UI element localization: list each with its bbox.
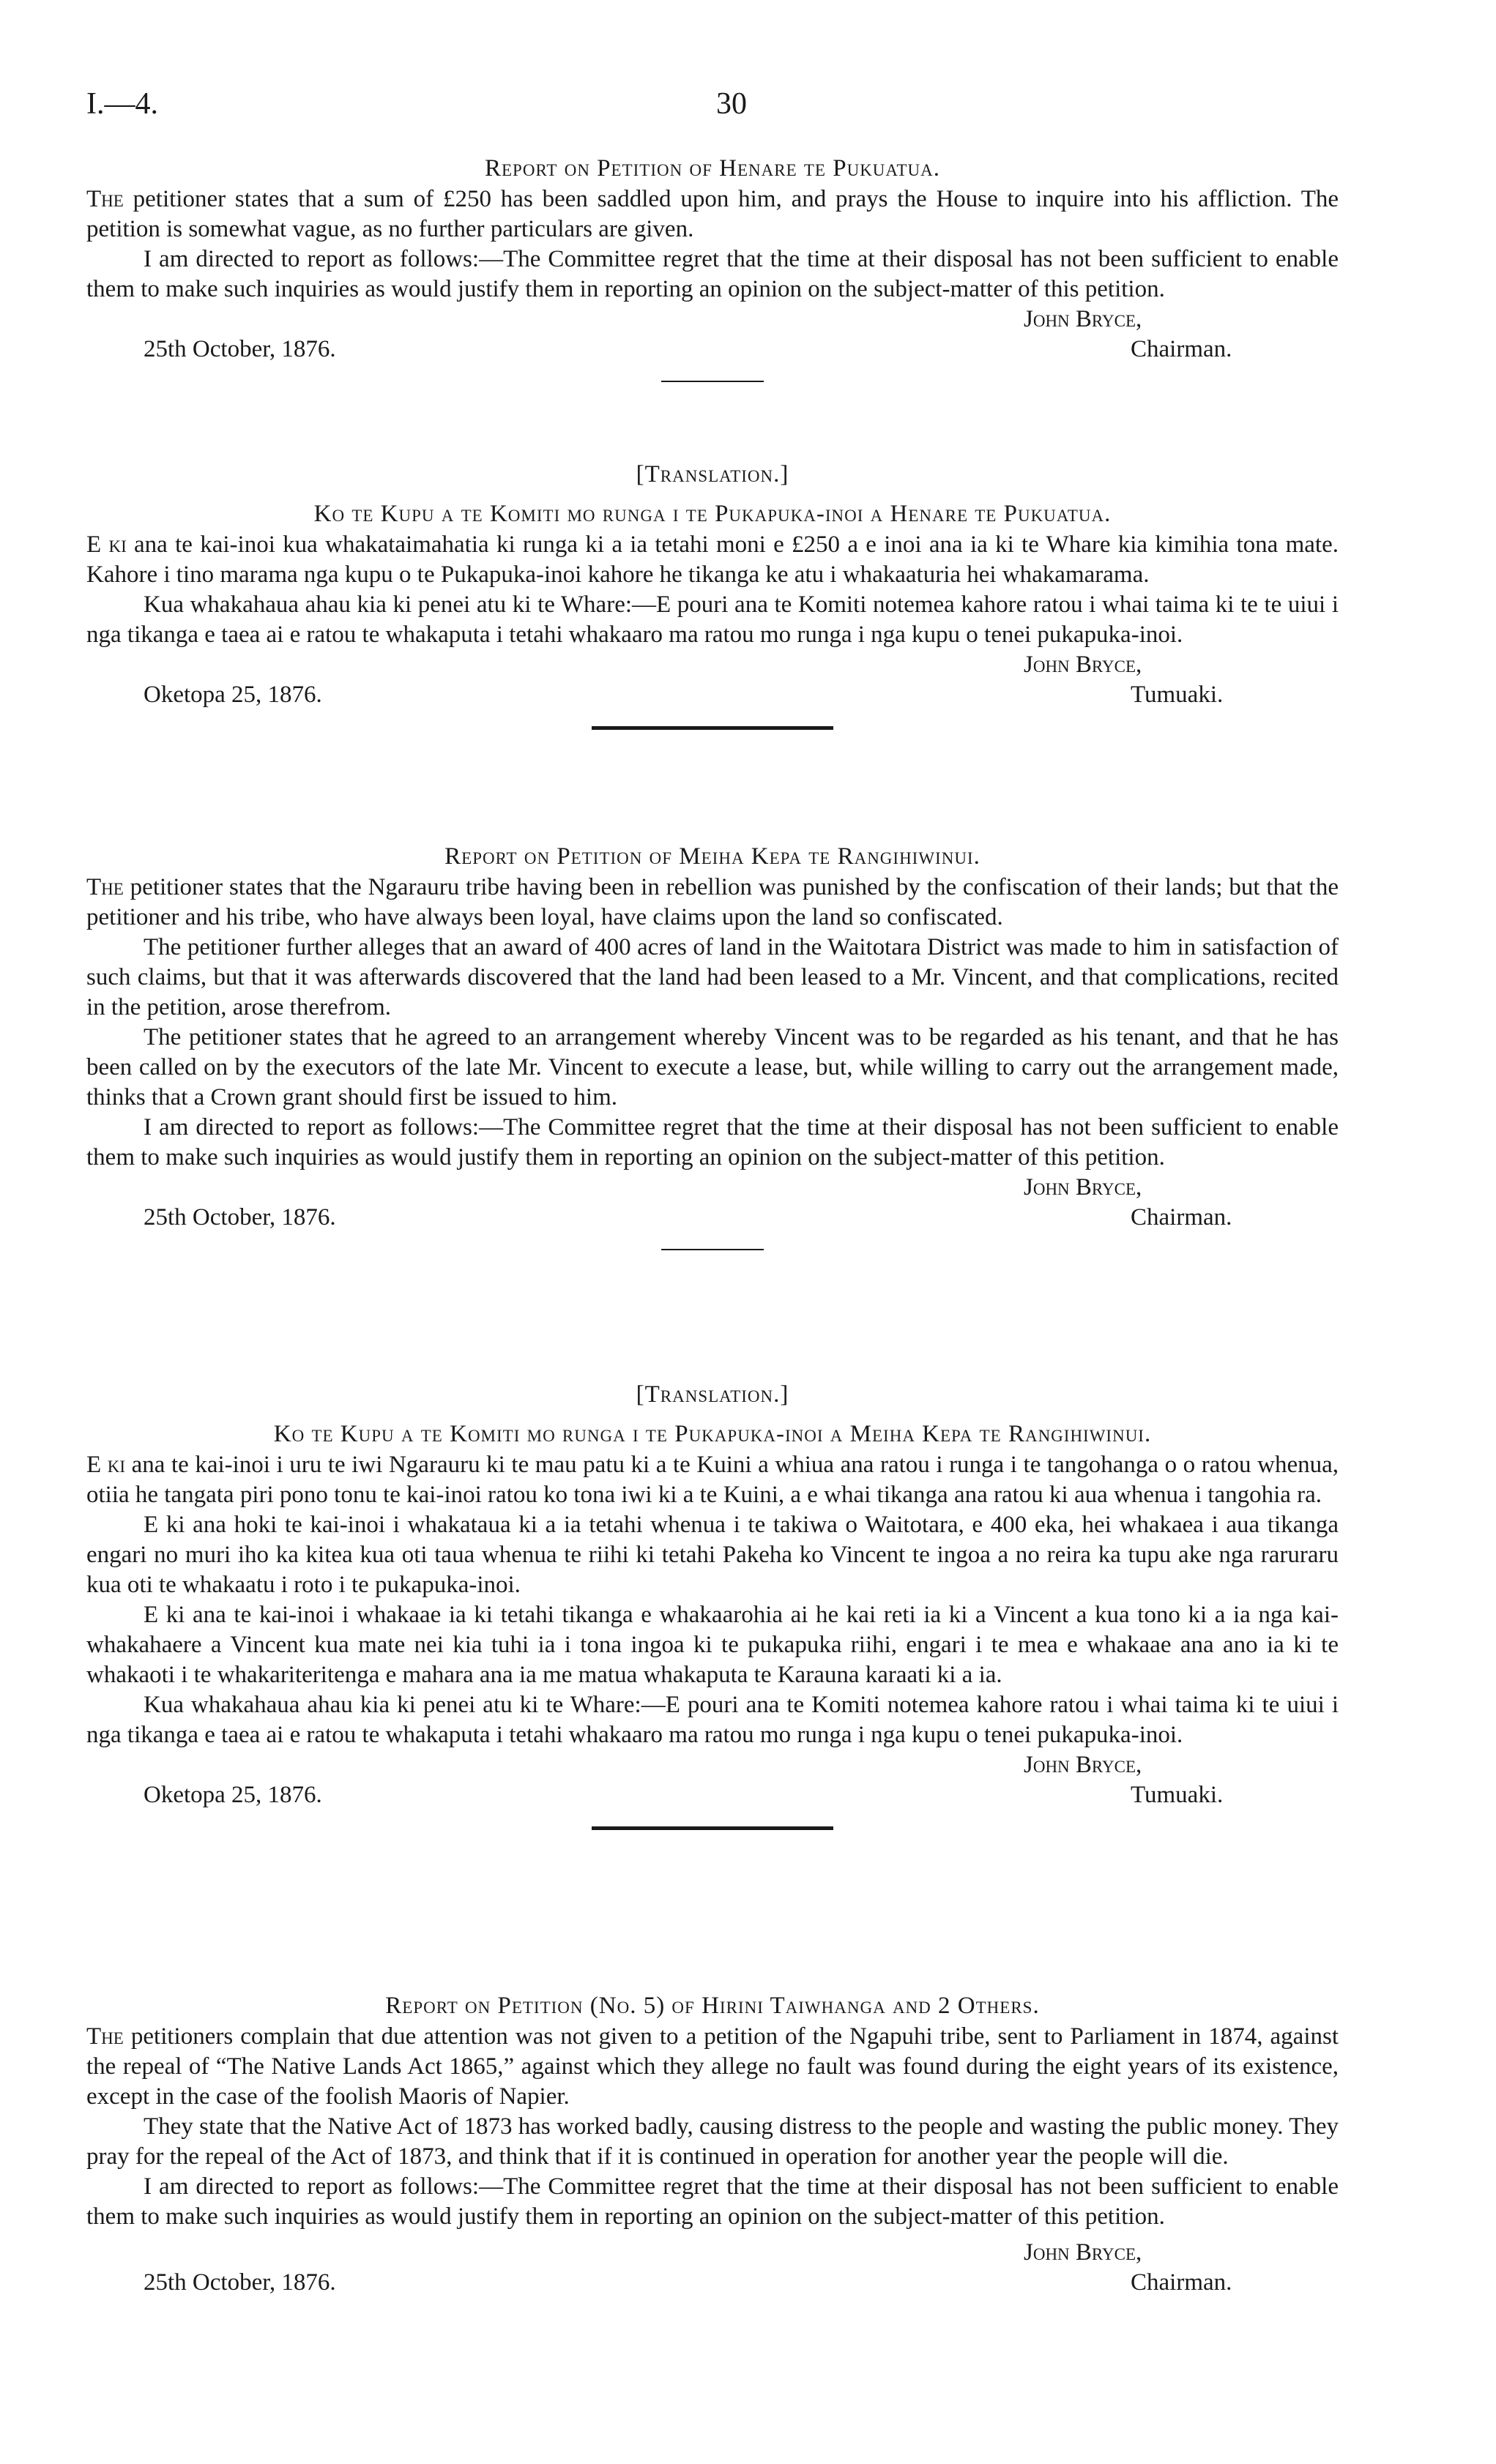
paragraph: The petitioners complain that due attention was not given to a petition of the Ngapuhi tribe, sent to Parliament in 1874, against the repeal of “The Native Lands Act 1865,” against which they allege no fault was found during the eight years of its existence, except in the case of the foolish Maoris of Napier. [86, 2023, 1339, 2110]
paragraph: E ki ana te kai-inoi i uru te iwi Ngarauru ki te mau patu ki a te Kuini a whiua ana ratou i runga i te tangohanga o o ratou whenua, otiia he tangata piri pono tonu te kai-inoi ratou ko tona iwi ki a te Kuini, a e whai tikanga ana ratou ki aua whenua i tangohia ra. [86, 1452, 1339, 1508]
signatory-role: Tumuaki. [1131, 1782, 1224, 1808]
paragraph: The petitioner further alleges that an award of 400 acres of land in the Waitotara District was made to him in satisfaction of such claims, but that it was afterwards discovered that the land had been leased to a Mr. Vincent, and that complications, recited in the petition, arose therefrom. [86, 934, 1339, 1020]
signatory: John Bryce, [1024, 1752, 1142, 1778]
paragraph: Kua whakahaua ahau kia ki penei atu ki te Whare:—E pouri ana te Komiti notemea kahore ratou i whai taima ki te uiui i nga tikanga e taea ai e ratou te whakaputa i tetahi whakaaro ma ratou mo runga i nga kupu o tenei pukapuka-inoi. [86, 1692, 1339, 1748]
report-title: Ko te Kupu a te Komiti mo runga i te Pukapuka-inoi a Henare te Pukuatua. [313, 501, 1112, 527]
signature-block [86, 1173, 1339, 1233]
signatory: John Bryce, [1024, 2239, 1142, 2266]
signature-block [86, 650, 1339, 710]
signatory-role: Chairman. [1131, 336, 1232, 362]
report-henare [86, 154, 1339, 382]
signatory-role: Chairman. [1131, 2269, 1232, 2296]
report-title: Ko te Kupu a te Komiti mo runga i te Pukapuka-inoi a Meiha Kepa te Rangihiwinui. [273, 1421, 1152, 1447]
signatory: John Bryce, [1024, 652, 1142, 678]
signatory-role: Tumuaki. [1131, 682, 1224, 708]
translation-label: [Translation.] [636, 461, 789, 488]
paragraph: E ki ana te kai-inoi i whakaae ia ki tetahi tikanga e whakaarohia ai he kai reti ia ki a Vincent a kua tono ki a ia nga kai-whakahaere a Vincent kua mate nei kia tuhi ia i tona ingoa ki te pukapuka riihi, engari i te mea e whakaae ana ano ia ki te whakaoti i te whakariteritenga e mahara ana ia me matua whakaputa te Karauna karaati ki a ia. [86, 1602, 1339, 1688]
paragraph: The petitioner states that he agreed to an arrangement whereby Vincent was to be regarded as his tenant, and that he has been called on by the executors of the late Mr. Vincent to execute a lease, but, while willing to carry out the arrangement made, thinks that a Crown grant should first be issued to him. [86, 1024, 1339, 1110]
paragraph: The petitioner states that the Ngarauru tribe having been in rebellion was punished by the confiscation of their lands; but that the petitioner and his tribe, who have always been loyal, have claims upon the land so confiscated. [86, 874, 1339, 930]
paragraph: I am directed to report as follows:—The Committee regret that the time at their disposal has not been sufficient to enable them to make such inquiries as would justify them in reporting an opinion on the subject-matter of this petition. [86, 2173, 1339, 2230]
translation-label: [Translation.] [636, 1381, 789, 1408]
signatory-role: Chairman. [1131, 1204, 1232, 1231]
date: 25th October, 1876. [144, 2269, 336, 2296]
paragraph: They state that the Native Act of 1873 has worked badly, causing distress to the people and wasting the public money. They pray for the repeal of the Act of 1873, and think that if it is continued in operation for another year the people will die. [86, 2113, 1339, 2170]
page-number: 30 [716, 87, 747, 121]
report-hirini-taiwhanga [86, 1991, 1339, 2298]
report-title: Report on Petition of Henare te Pukuatua. [485, 155, 940, 182]
divider [592, 1826, 833, 1830]
page-header [86, 86, 1339, 130]
report-title: Report on Petition of Meiha Kepa te Rangihiwinui. [444, 843, 980, 870]
translation-meiha-kepa [86, 1380, 1339, 1830]
signature-block [86, 2238, 1339, 2298]
date: 25th October, 1876. [144, 1204, 336, 1231]
signatory: John Bryce, [1024, 1174, 1142, 1201]
paragraph: I am directed to report as follows:—The Committee regret that the time at their disposal has not been sufficient to enable them to make such inquiries as would justify them in reporting an opinion on the subject-matter of this petition. [86, 246, 1339, 302]
translation-henare [86, 460, 1339, 730]
divider [661, 1249, 764, 1250]
date: Oketopa 25, 1876. [144, 1782, 322, 1808]
document-page [86, 0, 1339, 2464]
signature-block [86, 1750, 1339, 1810]
paragraph: The petitioner states that a sum of £250 has been saddled upon him, and prays the House to inquire into his affliction. The petition is somewhat vague, as no further particulars are given. [86, 186, 1339, 242]
paragraph: Kua whakahaua ahau kia ki penei atu ki te Whare:—E pouri ana te Komiti notemea kahore ratou i whai taima ki te te uiui i nga tikanga e taea ai e ratou te whakaputa i tetahi whakaaro ma ratou mo runga i nga kupu o tenei pukapuka-inoi. [86, 591, 1339, 648]
report-title: Report on Petition (No. 5) of Hirini Taiwhanga and 2 Others. [385, 1993, 1040, 2019]
paragraph: I am directed to report as follows:—The Committee regret that the time at their disposal has not been sufficient to enable them to make such inquiries as would justify them in reporting an opinion on the subject-matter of this petition. [86, 1114, 1339, 1171]
report-meiha-kepa [86, 842, 1339, 1250]
date: Oketopa 25, 1876. [144, 682, 322, 708]
signature-block [86, 305, 1339, 365]
date: 25th October, 1876. [144, 336, 336, 362]
paragraph: E ki ana hoki te kai-inoi i whakataua ki a ia tetahi whenua i te takiwa o Waitotara, e 400 eka, hei whakaea i aua tikanga engari no muri iho ka kitea kua oti taua whenua te riihi ki tetahi Pakeha ko Vincent te ingoa a no reira ka tupu ake nga raruraru kua oti te whakaatu i roto i te pukapuka-inoi. [86, 1512, 1339, 1598]
divider [592, 726, 833, 730]
paper-reference: I.—4. [86, 87, 158, 121]
paragraph: E ki ana te kai-inoi kua whakataimahatia ki runga ki a ia tetahi moni e £250 a e inoi ana ia ki te Whare kia kimihia tona mate. Kahore i tino marama nga kupu o te Pukapuka-inoi kahore he tikanga ke atu i whakaaturia hei whakamarama. [86, 531, 1339, 588]
signatory: John Bryce, [1024, 306, 1142, 332]
divider [661, 381, 764, 382]
